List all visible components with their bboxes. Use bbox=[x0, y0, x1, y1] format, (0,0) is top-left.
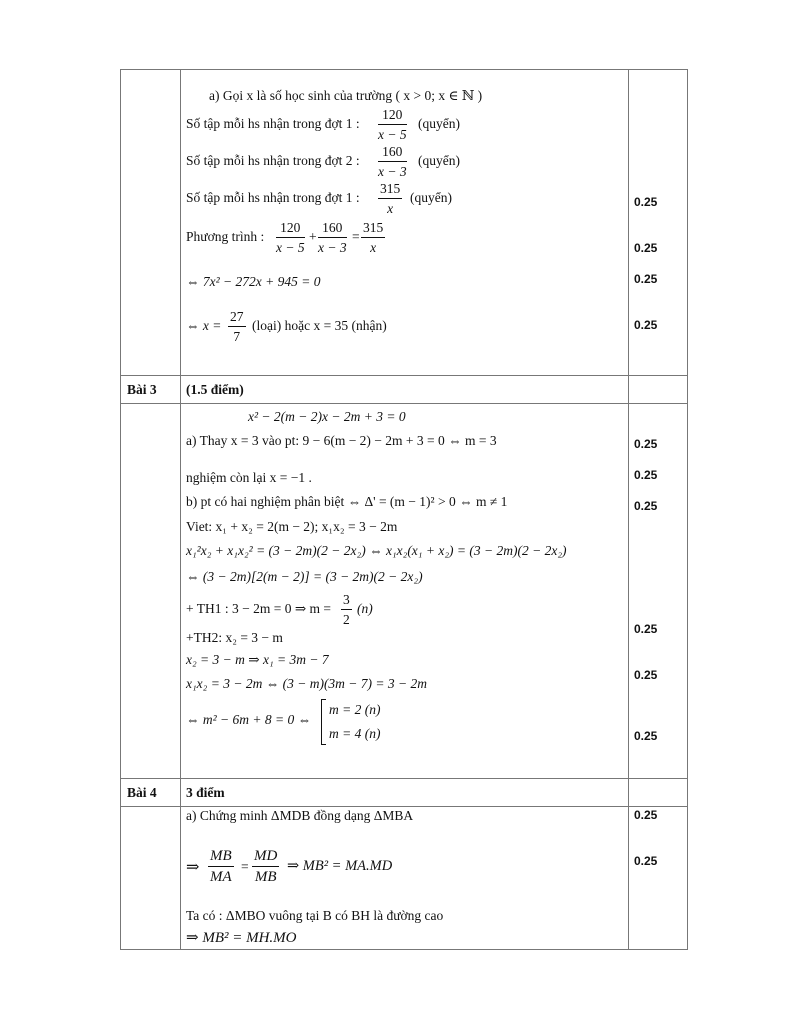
equation-fraction-3 bbox=[361, 221, 385, 254]
fraction-mb-ma bbox=[208, 849, 234, 885]
bai3-part-a: a) Thay x = 3 vào pt: 9 − 6(m − 2) − 2m + 3 = 0 ⇔ m = 3 bbox=[186, 433, 497, 448]
solution-result: (loại) hoặc x = 35 (nhận) bbox=[252, 318, 387, 333]
bai3-line3: x₂ = 3 − m ⇒ x₁ = 3m − 7 bbox=[186, 652, 329, 667]
bai3-line5: ⇔ m² − 6m + 8 = 0 ⇔ bbox=[186, 712, 312, 727]
fraction-md-mb bbox=[252, 849, 279, 885]
bai3-other-root: nghiệm còn lại x = −1 . bbox=[186, 470, 312, 485]
quadratic-equation: ⇔ 7x² − 272x + 945 = 0 bbox=[186, 274, 321, 289]
equation-fraction-1 bbox=[276, 221, 305, 254]
denominator: x bbox=[387, 200, 394, 216]
denominator: x − 3 bbox=[378, 163, 407, 179]
bai4-last: ⇒ MB² = MH.MO bbox=[186, 930, 297, 946]
denominator: MB bbox=[254, 869, 277, 885]
numerator: MB bbox=[208, 849, 234, 867]
bai3-equation: x² − 2(m − 2)x − 2m + 3 = 0 bbox=[248, 409, 406, 424]
part-a-intro: a) Gọi x là số học sinh của trường ( x > 0; x ∈ ℕ ) bbox=[209, 88, 483, 103]
denominator: x − 5 bbox=[378, 126, 407, 142]
score-2: 0.25 bbox=[634, 241, 658, 255]
case-m2: m = 2 (n) bbox=[329, 702, 381, 717]
numerator: 27 bbox=[228, 310, 246, 327]
unit-label: (quyển) bbox=[418, 153, 460, 168]
bai3-line1: x₁²x₂ + x₁x₂² = (3 − 2m)(2 − 2x₂) ⇔ x₁x₂(x₁ + x₂) = (3 − 2m)(2 − 2x₂) bbox=[186, 543, 567, 558]
round1-label: Số tập mỗi hs nhận trong đợt 1 : bbox=[186, 116, 360, 131]
numerator: 120 bbox=[276, 221, 305, 238]
denominator: MA bbox=[210, 869, 232, 885]
denominator: x − 5 bbox=[276, 239, 305, 255]
solution-prefix: ⇔ x = bbox=[186, 318, 222, 333]
denominator: x bbox=[370, 239, 377, 255]
fraction-27-7 bbox=[228, 310, 246, 343]
equation-label: Phương trình : bbox=[186, 229, 265, 244]
bai4-points: 3 điểm bbox=[186, 785, 225, 800]
bai3-points: (1.5 điểm) bbox=[186, 382, 244, 397]
mb-squared-result: ⇒ MB² = MA.MD bbox=[287, 858, 393, 874]
case-m4: m = 4 (n) bbox=[329, 726, 381, 741]
score-4: 0.25 bbox=[634, 318, 658, 332]
bai4-taco: Ta có : ΔMBO vuông tại B có BH là đường cao bbox=[186, 908, 444, 923]
score-8: 0.25 bbox=[634, 622, 658, 636]
column-divider-1 bbox=[180, 70, 181, 949]
fraction-120 bbox=[378, 108, 407, 141]
fraction-315 bbox=[378, 182, 402, 215]
score-9: 0.25 bbox=[634, 668, 658, 682]
numerator: 160 bbox=[318, 221, 347, 238]
bai3-line2: ⇔ (3 − 2m)[2(m − 2)] = (3 − 2m)(2 − 2x₂) bbox=[186, 569, 423, 584]
equals-sign: = bbox=[241, 859, 249, 874]
implies-sign: ⇒ bbox=[186, 859, 200, 876]
score-10: 0.25 bbox=[634, 729, 658, 743]
numerator: 160 bbox=[378, 145, 407, 162]
fraction-3-2 bbox=[341, 593, 352, 626]
numerator: 120 bbox=[378, 108, 407, 125]
score-3: 0.25 bbox=[634, 272, 658, 286]
score-12: 0.25 bbox=[634, 854, 658, 868]
numerator: 315 bbox=[378, 182, 402, 199]
bai4-part-a: a) Chứng minh ΔMDB đồng dạng ΔMBA bbox=[186, 808, 414, 823]
score-11: 0.25 bbox=[634, 808, 658, 822]
numerator: 3 bbox=[341, 593, 352, 610]
bai4-label: Bài 4 bbox=[127, 785, 157, 800]
row-divider-2 bbox=[121, 403, 687, 404]
numerator: 315 bbox=[361, 221, 385, 238]
row-divider-3 bbox=[121, 778, 687, 779]
denominator: x − 3 bbox=[318, 239, 347, 255]
plus-sign: + bbox=[309, 229, 317, 244]
row-divider-1 bbox=[121, 375, 687, 376]
bai3-line4: x₁x₂ = 3 − 2m ⇔ (3 − m)(3m − 7) = 3 − 2m bbox=[186, 676, 428, 691]
round1b-label: Số tập mỗi hs nhận trong đợt 1 : bbox=[186, 190, 360, 205]
equation-fraction-2 bbox=[318, 221, 347, 254]
bai3-th1-note: (n) bbox=[357, 601, 373, 616]
bai3-viet: Viet: x₁ + x₂ = 2(m − 2); x₁x₂ = 3 − 2m bbox=[186, 519, 398, 534]
bai3-th2: +TH2: x₂ = 3 − m bbox=[186, 630, 283, 645]
score-1: 0.25 bbox=[634, 195, 658, 209]
fraction-160 bbox=[378, 145, 407, 178]
score-6: 0.25 bbox=[634, 468, 658, 482]
bai3-part-b: b) pt có hai nghiệm phân biệt ⇔ Δ' = (m − 1)² > 0 ⇔ m ≠ 1 bbox=[186, 494, 508, 509]
score-5: 0.25 bbox=[634, 437, 658, 451]
unit-label: (quyển) bbox=[418, 116, 460, 131]
bai3-label: Bài 3 bbox=[127, 382, 157, 397]
score-7: 0.25 bbox=[634, 499, 658, 513]
denominator: 7 bbox=[233, 328, 241, 344]
unit-label: (quyển) bbox=[410, 190, 452, 205]
case-bracket bbox=[321, 699, 326, 745]
bai3-th1: + TH1 : 3 − 2m = 0 ⇒ m = bbox=[186, 601, 332, 616]
equals-sign: = bbox=[352, 229, 360, 244]
column-divider-2 bbox=[628, 70, 629, 949]
denominator: 2 bbox=[343, 611, 350, 627]
round2-label: Số tập mỗi hs nhận trong đợt 2 : bbox=[186, 153, 360, 168]
row-divider-4 bbox=[121, 806, 687, 807]
numerator: MD bbox=[252, 849, 279, 867]
